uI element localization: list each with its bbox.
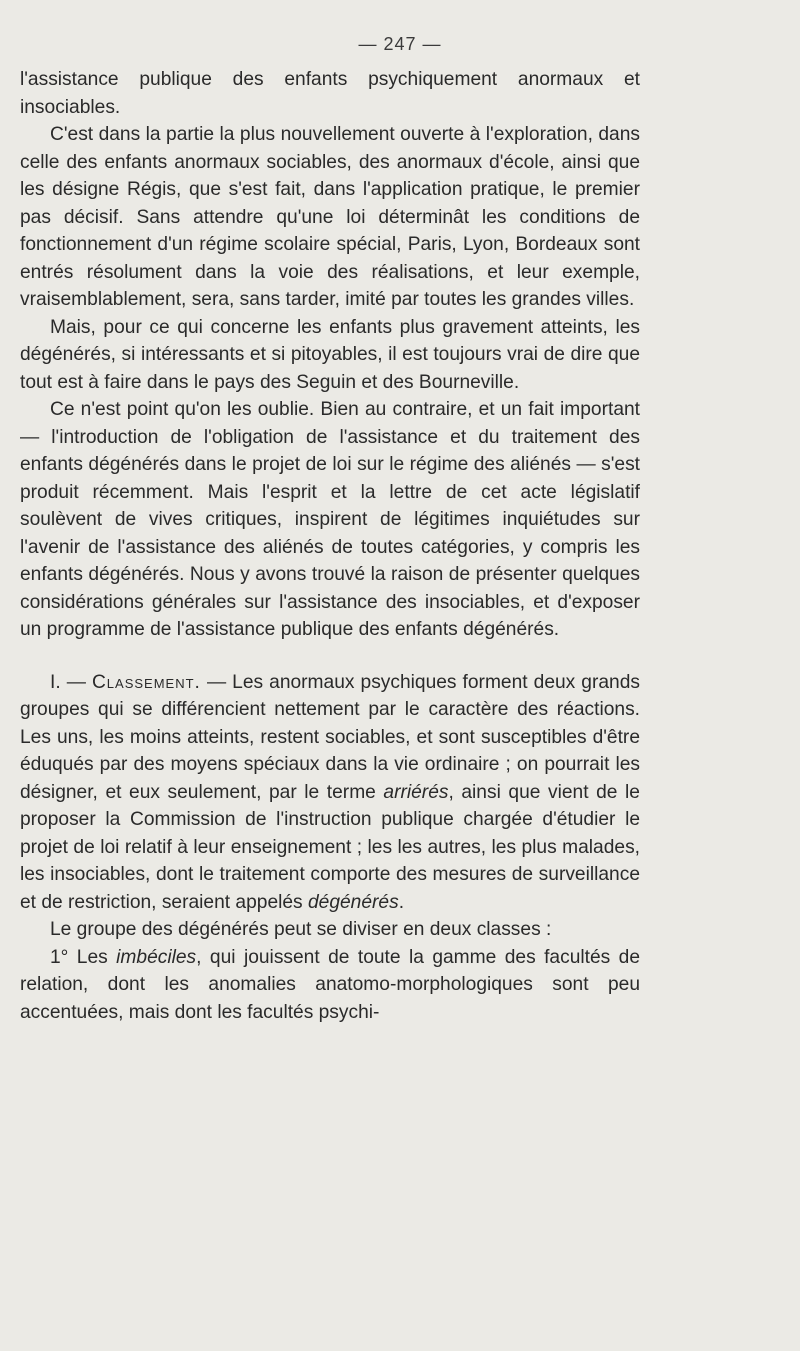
section-1-paragraph xyxy=(20,669,640,917)
section-text-b: , ainsi que vient de le proposer la Commission de l'instruction publique chargée d'étudier le projet de loi relatif à leur enseignement ; les les autres, les plus malades, les insociables, dont le traitement comporte des mesures de surveillance et de restriction, seraient appelés xyxy=(20,781,640,913)
section-title: Classement. xyxy=(91,671,201,693)
term-degeneres: dégénérés xyxy=(308,891,399,913)
list-number: 1° xyxy=(50,946,69,968)
section-text-a: Les anormaux psychiques forment deux grands groupes qui se différencient nettement par le caractère des réactions. Les uns, les moins atteints, restent sociables, et sont susceptibles d'être éduqués par des moyens spéciaux dans la vie ordinaire ; on pourrait les désigner, et eux seulement, par le terme xyxy=(20,671,640,803)
paragraph-1: l'assistance publique des enfants psychiquement anormaux et insociables. xyxy=(20,69,640,118)
paragraph-4: Ce n'est point qu'on les oublie. Bien au contraire, et un fait important — l'introduction de l'obligation de l'assistance et du traitement des enfants dégénérés dans le projet de loi sur le régime des aliénés — s'est produit récemment. Mais l'esprit et la lettre de cet acte législatif soulèvent de vives critiques, inspirent de légitimes inquiétudes sur l'avenir de l'assistance des aliénés de toutes catégories, y compris les enfants dégénérés. Nous y avons trouvé la raison de présenter quelques considérations générales sur l'assistance des insociables, et d'exposer un programme de l'assistance publique des enfants dégénérés. xyxy=(20,399,640,640)
section-1-paragraph-3 xyxy=(20,944,640,1027)
section-dash: — xyxy=(206,671,227,693)
page-number: — 247 — xyxy=(358,34,442,54)
list-text-a: Les xyxy=(76,946,108,968)
section-text-end: . xyxy=(398,891,405,913)
paragraph-3: Mais, pour ce qui concerne les enfants plus gravement atteints, les dégénérés, si intéressants et si pitoyables, il est toujours vrai de dire que tout est à faire dans le pays des Seguin et des Bourneville. xyxy=(20,316,640,393)
body-text xyxy=(20,66,640,1026)
list-text-b: , qui jouissent de toute la gamme des facultés de relation, dont les anomalies anatomo-morphologiques sont peu accentuées, mais dont les facultés psychi- xyxy=(20,946,640,1023)
paragraph-2: C'est dans la partie la plus nouvellement ouverte à l'exploration, dans celle des enfants anormaux sociables, des anormaux d'école, ainsi que les désigne Régis, que s'est fait, dans l'application pratique, le premier pas décisif. Sans attendre qu'une loi déterminât les conditions de fonctionnement d'un régime scolaire spécial, Paris, Lyon, Bordeaux sont entrés résolument dans la voie des réalisations, et leur exemple, vraisemblablement, sera, sans tarder, imité par toutes les grandes villes. xyxy=(20,124,640,310)
term-imbeciles: imbéciles xyxy=(116,946,197,968)
term-arrieres: arriérés xyxy=(383,781,449,803)
section-1-paragraph-2: Le groupe des dégénérés peut se diviser en deux classes : xyxy=(50,919,552,940)
section-number: I. — xyxy=(50,671,86,693)
section-spacer xyxy=(20,644,640,669)
